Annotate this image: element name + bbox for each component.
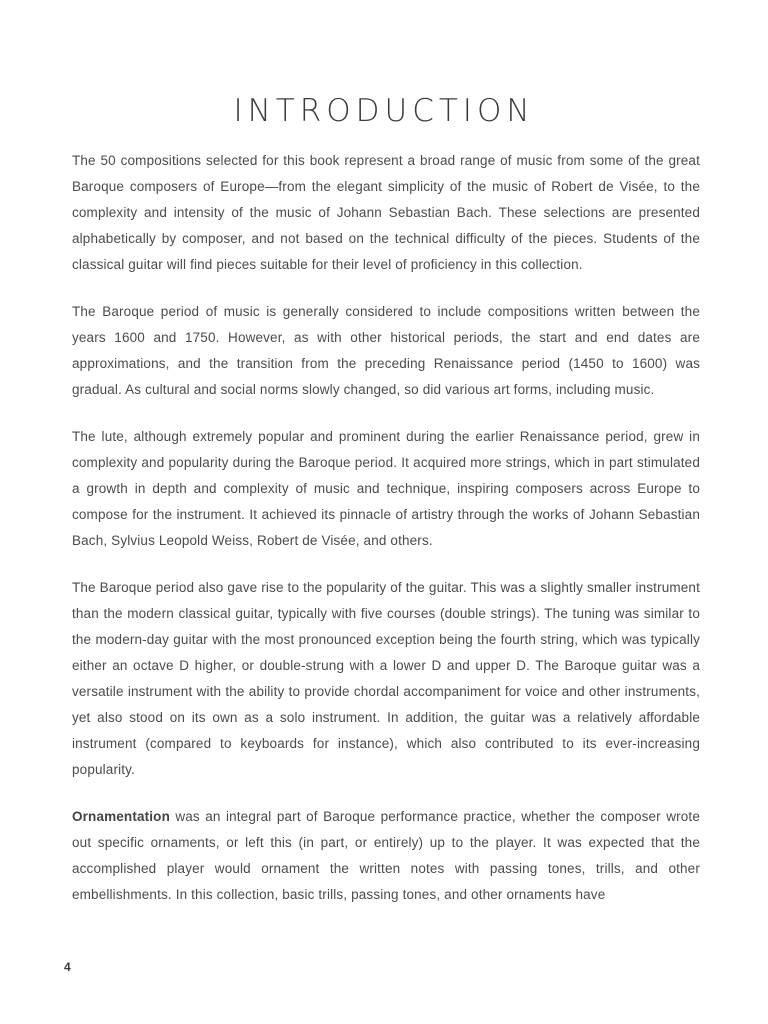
page-number: 4 — [64, 960, 71, 974]
paragraph-2: The Baroque period of music is generally considered to include compositions written between the years 1600 and 1750. However, as with other historical periods, the start and end dates are approximations, and the transition from the preceding Renaissance period (1450 to 1600) was gradual. As cultural and social norms slowly changed, so did various art forms, including music. — [72, 304, 700, 397]
paragraph-5 — [72, 804, 700, 908]
paragraph-1: The 50 compositions selected for this book represent a broad range of music from some of the great Baroque composers of Europe—from the elegant simplicity of the music of Robert de Visée, to the complexity and intensity of the music of Johann Sebastian Bach. These selections are presented alphabetically by composer, and not based on the technical difficulty of the pieces. Students of the classical guitar will find pieces suitable for their level of proficiency in this collection. — [72, 153, 700, 272]
body-text — [72, 148, 700, 929]
paragraph-5-body: was an integral part of Baroque performance practice, whether the composer wrote out specific ornaments, or left this (in part, or entirely) up to the player. It was expected that the accomplished player would ornament the written notes with passing tones, trills, and other embellishments. In this collection, basic trills, passing tones, and other ornaments have — [72, 809, 700, 902]
paragraph-4: The Baroque period also gave rise to the popularity of the guitar. This was a slightly smaller instrument than the modern classical guitar, typically with five courses (double strings). The tuning was similar to the modern-day guitar with the most pronounced exception being the fourth string, which was typically either an octave D higher, or double-strung with a lower D and upper D. The Baroque guitar was a versatile instrument with the ability to provide chordal accompaniment for voice and other instruments, yet also stood on its own as a solo instrument. In addition, the guitar was a relatively affordable instrument (compared to keyboards for instance), which also contributed to its ever-increasing popularity. — [72, 580, 700, 777]
paragraph-3: The lute, although extremely popular and prominent during the earlier Renaissance period, grew in complexity and popularity during the Baroque period. It acquired more strings, which in part stimulated a growth in depth and complexity of music and technique, inspiring composers across Europe to compose for the instrument. It achieved its pinnacle of artistry through the works of Johann Sebastian Bach, Sylvius Leopold Weiss, Robert de Visée, and others. — [72, 429, 700, 548]
page-title: INTRODUCTION — [233, 93, 535, 129]
paragraph-5-lead-word: Ornamentation — [72, 809, 170, 824]
